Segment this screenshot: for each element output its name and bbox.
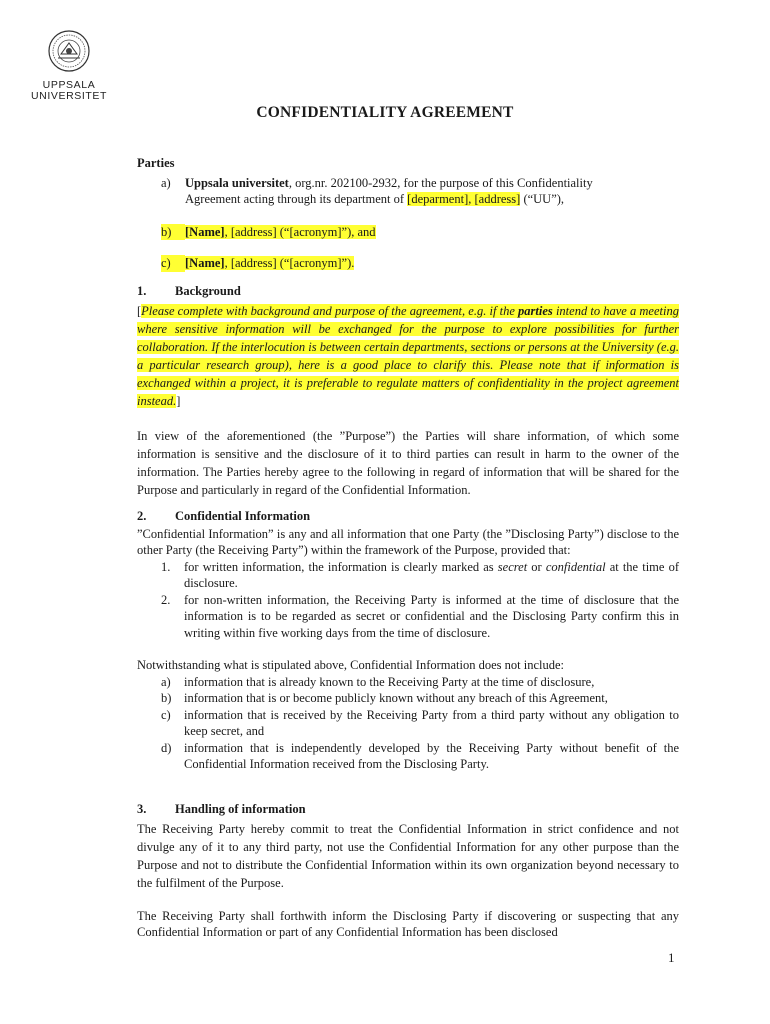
- exclusions-list: [137, 674, 679, 773]
- item-secret: secret: [497, 559, 528, 574]
- uppsala-logo: [28, 30, 110, 102]
- item-text: information that is received by the Receiving Party from a third party without any obligation to keep secret, and: [184, 707, 679, 738]
- party-b-name: [Name]: [185, 224, 225, 239]
- handling-section: [137, 801, 679, 940]
- background-instructions: [137, 302, 679, 410]
- party-b: [137, 224, 679, 241]
- handling-num: 3.: [137, 802, 147, 816]
- item-text: information that is or become publicly known without any breach of this Agreement,: [184, 691, 608, 705]
- instruction-text-1: Please complete with background and purpose of the agreement, e.g. if the: [141, 303, 519, 318]
- background-paragraph: In view of the aforementioned (the ”Purpose”) the Parties will share information, of which some information is sensitive and the disclosure of it to third parties can result in harm to the owner of the information. The Parties hereby agree to the following in regard of information that will be shared for the Purpose and particularly in regard of the Confidential Information.: [137, 428, 679, 497]
- party-a-tail: (“UU”),: [520, 192, 565, 206]
- item-marker: 1.: [161, 559, 171, 574]
- party-b-label: b): [161, 224, 185, 241]
- notwithstanding-text: Notwithstanding what is stipulated above, Confidential Information does not include:: [137, 658, 565, 672]
- item-text: for non-written information, the Receiving Party is informed at the time of disclosure that the information is to be regarded as secret or confidential and the Disclosing Party confirm this in writing within five working days from the time of disclosure.: [184, 592, 679, 640]
- item-text: for written information, the information is clearly marked as: [184, 559, 498, 574]
- handling-title: Handling of information: [175, 802, 306, 816]
- logo-line1: UPPSALA: [42, 79, 96, 91]
- document-title: CONFIDENTIALITY AGREEMENT: [256, 104, 514, 121]
- logo-line2: UNIVERSITET: [30, 90, 108, 102]
- list-item: [137, 592, 679, 642]
- parties-section: [137, 155, 679, 272]
- party-a-name: Uppsala universitet: [185, 175, 289, 190]
- item-text: or: [527, 559, 546, 574]
- confidential-intro: ”Confidential Information” is any and all information that one Party (the ”Disclosing Party”) disclose to the other Party (the Receiving Party”) within the framework of the Purpose, provided that:: [137, 526, 679, 557]
- party-a-department: [deparment], [address]: [407, 192, 521, 206]
- item-text: information that is independently developed by the Receiving Party without benefit of the Confidential Information received from the Disclosing Party.: [184, 740, 679, 771]
- item-text: at the time of disclosure.: [184, 559, 679, 590]
- confidential-title: Confidential Information: [175, 509, 311, 523]
- party-c: [137, 255, 679, 272]
- item-confidential: confidential: [545, 559, 606, 574]
- background-num: 1.: [137, 284, 147, 298]
- party-c-name: [Name]: [185, 256, 225, 270]
- bracket-close: ]: [176, 393, 181, 408]
- background-title: Background: [175, 284, 241, 298]
- list-item: [137, 690, 679, 707]
- confidential-num: 2.: [137, 509, 147, 523]
- item-marker: b): [161, 691, 172, 705]
- party-a: [137, 175, 679, 208]
- handling-paragraph-1: The Receiving Party hereby commit to treat the Confidential Information in strict confidence and not divulge any of it to any third party, not use the Confidential Information for any other purpose than the Purpose and not to distribute the Confidential Information within its own organization beyond necessary to the fulfilment of the Purpose.: [137, 821, 679, 890]
- bracket-open: [: [137, 303, 142, 318]
- list-item: [137, 674, 679, 691]
- item-marker: 2.: [161, 592, 171, 607]
- instruction-bold: parties: [518, 303, 553, 318]
- university-seal-icon: [48, 30, 90, 72]
- page-number: 1: [668, 950, 675, 965]
- confidential-section: [137, 508, 679, 773]
- item-marker: d): [161, 740, 172, 755]
- instruction-text-2: intend to have a meeting where sensitive information will be exchanged for the purpose to explore possibilities for further collaboration. If the interlocution is between certain departments, sections or persons at the University (e.g. a particular research group), here is a good place to clarify this. Please note that if information is exchanged within a project, it is preferable to regulate matters of confidentiality in the project agreement instead.: [137, 303, 679, 408]
- item-text: information that is already known to the Receiving Party at the time of disclosure,: [184, 674, 595, 689]
- party-c-address: , [address] (“[acronym]”).: [224, 256, 355, 270]
- handling-paragraph-2: The Receiving Party shall forthwith inform the Disclosing Party if discovering or suspecting that any Confidential Information or part of any Confidential Information has been disclosed: [137, 908, 679, 939]
- list-item: [137, 740, 679, 773]
- party-a-text2: Agreement acting through its department of: [185, 192, 408, 206]
- parties-heading: Parties: [137, 156, 175, 170]
- background-heading: [137, 283, 679, 300]
- item-marker: a): [161, 674, 171, 689]
- list-item: [137, 707, 679, 740]
- handling-heading: [137, 801, 679, 818]
- confidential-heading: [137, 508, 679, 525]
- confidential-criteria-list: [137, 559, 679, 642]
- party-b-address: , [address] (“[acronym]”), and: [224, 224, 376, 239]
- list-item: [137, 559, 679, 592]
- party-c-label: c): [161, 255, 185, 272]
- party-a-text: , org.nr. 202100-2932, for the purpose of this Confidentiality: [288, 175, 593, 190]
- item-marker: c): [161, 707, 171, 722]
- party-a-label: a): [161, 175, 171, 190]
- background-section: [137, 283, 679, 499]
